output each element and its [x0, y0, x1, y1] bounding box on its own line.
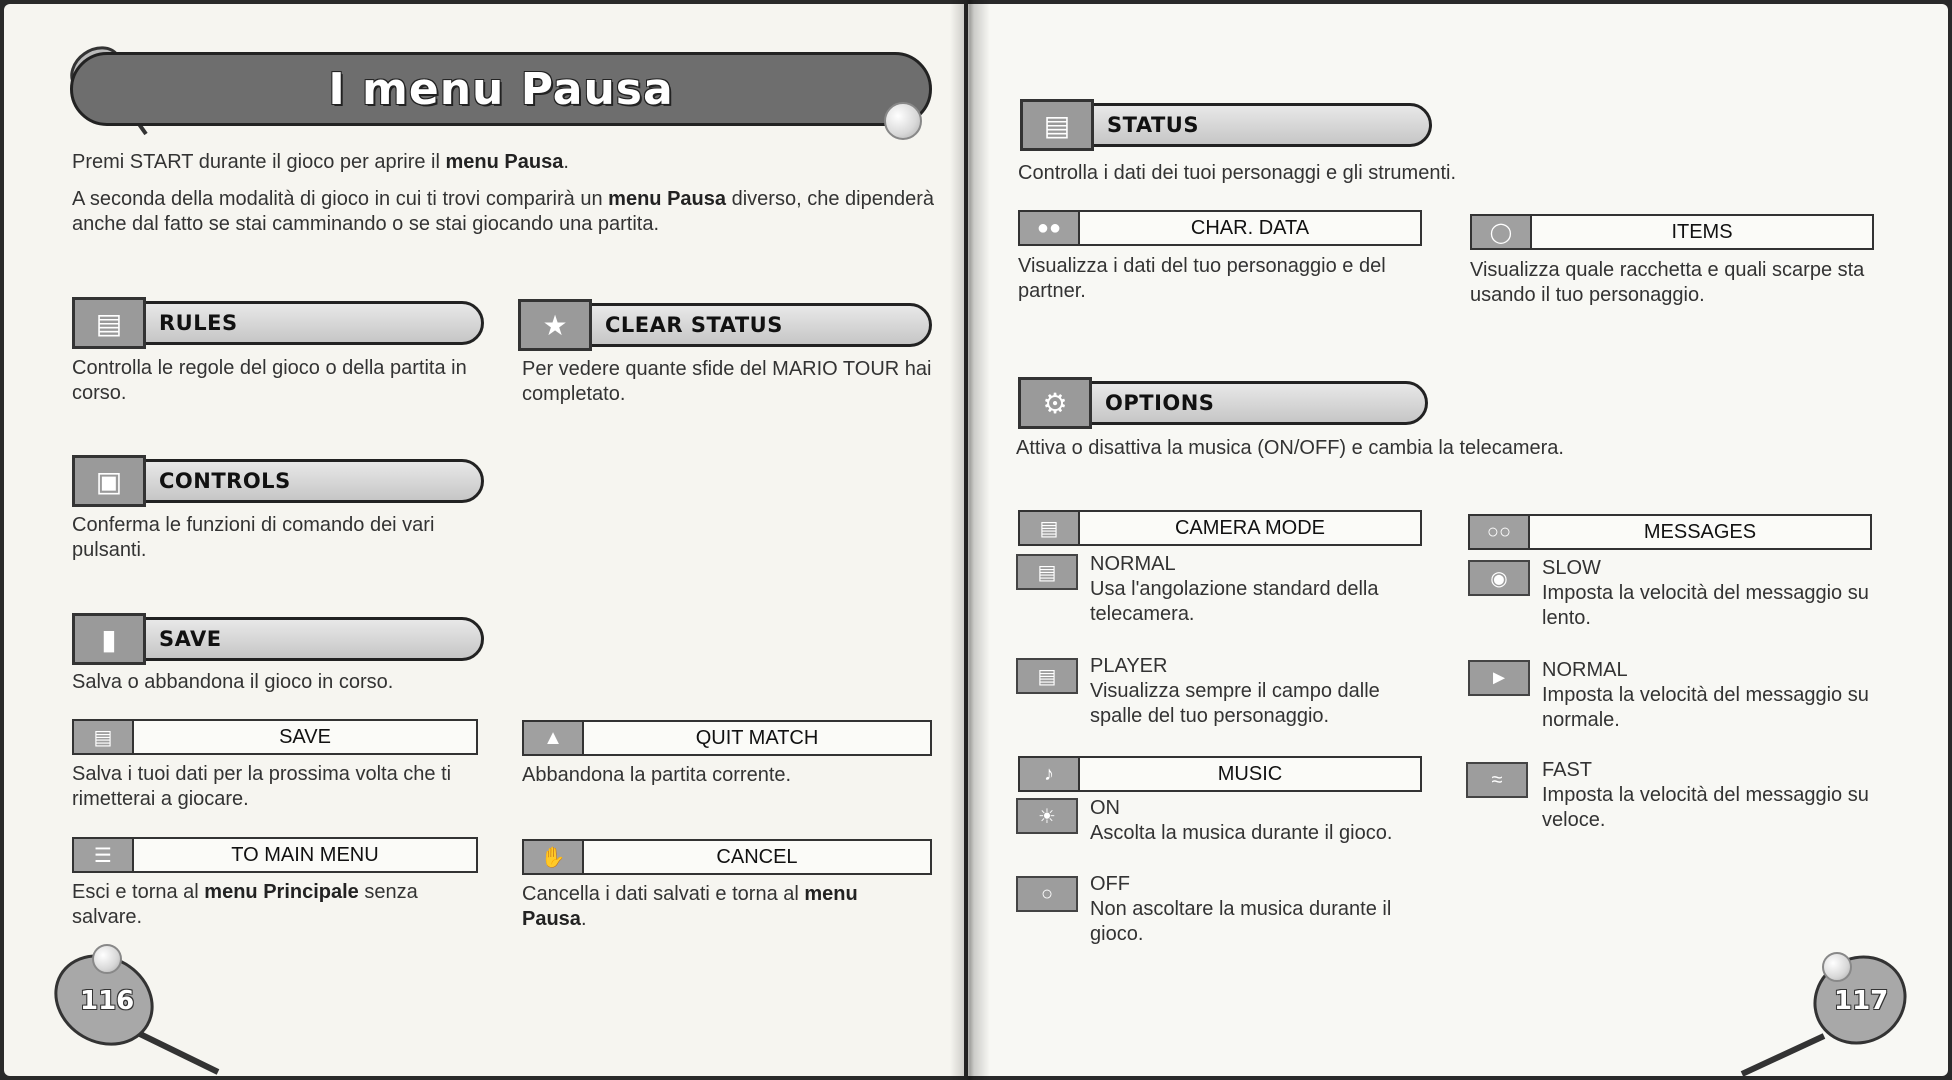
message-slow-entry: SLOW Imposta la velocità del messaggio su lento.	[1542, 557, 1869, 629]
save-book-icon: ▤	[72, 719, 134, 755]
music-note-icon: ♪	[1018, 756, 1080, 792]
music-off-entry: OFF Non ascoltare la musica durante il gioco.	[1090, 873, 1392, 945]
camera-player-icon: ▤	[1016, 658, 1078, 694]
quit-match-description: Abbandona la partita corrente.	[522, 764, 792, 786]
char-data-heading: ●● CHAR. DATA	[1018, 210, 1422, 246]
tennis-ball-icon-right	[1822, 952, 1852, 982]
page-racket-icon	[48, 948, 238, 1076]
racket-shoe-icon: ◯	[1470, 214, 1532, 250]
rules-description: Controlla le regole del gioco o della partita in corso.	[72, 357, 467, 404]
status-sheet-icon: ▤	[1020, 99, 1094, 151]
to-main-menu-heading: ☰ TO MAIN MENU	[72, 837, 478, 873]
rules-book-icon: ▤	[72, 297, 146, 349]
camera-normal-icon: ▤	[1016, 554, 1078, 590]
controls-heading: ▣ CONTROLS	[72, 458, 484, 504]
music-on-entry: ON Ascolta la musica durante il gioco.	[1090, 797, 1393, 844]
cancel-heading: ✋ CANCEL	[522, 839, 932, 875]
cancel-description: Cancella i dati salvati e torna al menu Pausa.	[522, 883, 858, 930]
tennis-ball-icon-bottom	[92, 944, 122, 974]
camera-normal-entry: NORMAL Usa l'angolazione standard della telecamera.	[1090, 553, 1379, 625]
intro-paragraph-1: Premi START durante il gioco per aprire il menu Pausa.	[72, 151, 569, 173]
message-fast-icon: ≈	[1466, 762, 1528, 798]
speech-bubbles-icon: ○○	[1468, 514, 1530, 550]
star-icon: ★	[518, 299, 592, 351]
clear-status-heading: ★ CLEAR STATUS	[518, 302, 932, 348]
intro-paragraph-2: A seconda della modalità di gioco in cui ti trovi comparirà un menu Pausa diverso, che dipenderà anche dal fatto se stai camminando o se stai giocando una partita.	[72, 188, 935, 235]
message-slow-icon: ◉	[1468, 560, 1530, 596]
tennis-ball-icon	[884, 102, 922, 140]
messages-heading: ○○ MESSAGES	[1468, 514, 1872, 550]
message-fast-entry: FAST Imposta la velocità del messaggio su veloce.	[1542, 759, 1869, 831]
items-description: Visualizza quale racchetta e quali scarpe sta usando il tuo personaggio.	[1470, 259, 1865, 306]
to-main-menu-description: Esci e torna al menu Principale senza salvare.	[72, 881, 418, 928]
page-title: I menu Pausa	[328, 63, 674, 115]
save-heading: ▮ SAVE	[72, 616, 484, 662]
options-heading: ⚙ OPTIONS	[1018, 380, 1428, 426]
music-off-icon: ○	[1016, 876, 1078, 912]
save-description: Salva o abbandona il gioco in corso.	[72, 671, 394, 693]
controller-icon: ▣	[72, 455, 146, 507]
music-on-icon: ☀	[1016, 798, 1078, 834]
clear-status-description: Per vedere quante sfide del MARIO TOUR hai completato.	[522, 358, 932, 405]
options-description: Attiva o disattiva la musica (ON/OFF) e cambia la telecamera.	[1016, 437, 1564, 459]
characters-icon: ●●	[1018, 210, 1080, 246]
items-heading: ◯ ITEMS	[1470, 214, 1874, 250]
char-data-description: Visualizza i dati del tuo personaggio e del partner.	[1018, 255, 1386, 302]
controls-description: Conferma le funzioni di comando dei vari pulsanti.	[72, 514, 435, 561]
menu-list-icon: ☰	[72, 837, 134, 873]
music-heading: ♪ MUSIC	[1018, 756, 1422, 792]
page-title-banner	[70, 52, 932, 126]
left-page	[4, 4, 964, 1076]
save-option-description: Salva i tuoi dati per la prossima volta che ti rimetterai a giocare.	[72, 763, 452, 810]
rules-heading: ▤ RULES	[72, 300, 484, 346]
wrench-icon: ⚙	[1018, 377, 1092, 429]
status-heading: ▤ STATUS	[1020, 102, 1432, 148]
message-normal-icon: ►	[1468, 660, 1530, 696]
hand-icon: ✋	[522, 839, 584, 875]
running-figure-icon: ▲	[522, 720, 584, 756]
status-description: Controlla i dati dei tuoi personaggi e gli strumenti.	[1018, 162, 1457, 184]
door-icon: ▮	[72, 613, 146, 665]
page-number-right: 117	[1834, 986, 1889, 1016]
message-normal-entry: NORMAL Imposta la velocità del messaggio su normale.	[1542, 659, 1869, 731]
right-page	[968, 4, 1948, 1076]
camera-mode-heading: ▤ CAMERA MODE	[1018, 510, 1422, 546]
camera-player-entry: PLAYER Visualizza sempre il campo dalle spalle del tuo personaggio.	[1090, 655, 1380, 727]
quit-match-heading: ▲ QUIT MATCH	[522, 720, 932, 756]
save-option-heading: ▤ SAVE	[72, 719, 478, 755]
camera-icon: ▤	[1018, 510, 1080, 546]
page-number-left: 116	[80, 986, 135, 1016]
